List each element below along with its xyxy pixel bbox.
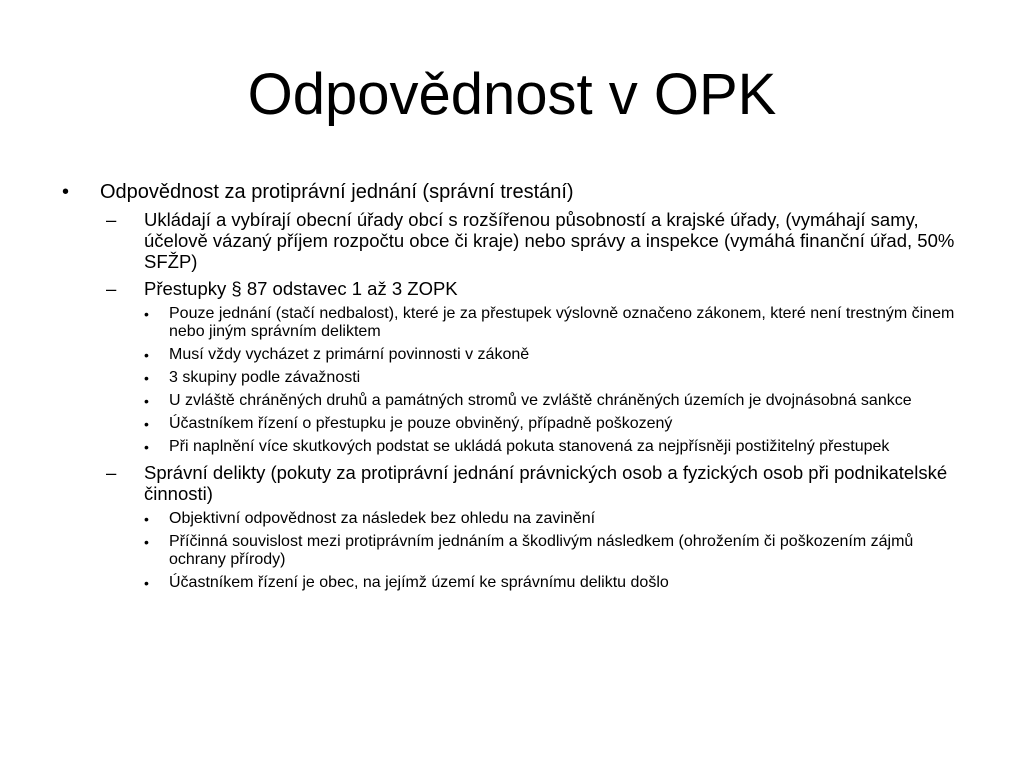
bullet-text: 3 skupiny podle závažnosti [169, 369, 361, 386]
bullet-level1 [60, 180, 970, 204]
bullet-dash-icon: – [106, 462, 117, 483]
bullet-level3 [144, 438, 970, 456]
bullet-dot-icon: • [62, 181, 70, 203]
bullet-level3 [144, 369, 970, 387]
bullet-text: Pouze jednání (stačí nedbalost), které je za přestupek výslovně označeno zákonem, které není trestným činem nebo jiným správním deliktem [169, 305, 955, 340]
bullet-level2 [106, 209, 970, 272]
bullet-text: Účastníkem řízení o přestupku je pouze obviněný, případně poškozený [169, 415, 673, 432]
bullet-dot-icon: • [144, 511, 149, 527]
bullet-level3 [144, 305, 970, 341]
bullet-level2 [106, 278, 970, 299]
bullet-dot-icon: • [144, 439, 149, 455]
bullet-level2 [106, 462, 970, 504]
bullet-dot-icon: • [144, 306, 149, 322]
bullet-text: Musí vždy vycházet z primární povinnosti v zákoně [169, 346, 530, 363]
bullet-text: Správní delikty (pokuty za protiprávní jednání právnických osob a fyzických osob při podnikatelské činnosti) [144, 462, 948, 504]
bullet-text: Účastníkem řízení je obec, na jejímž území ke správnímu deliktu došlo [169, 574, 669, 591]
bullet-dot-icon: • [144, 575, 149, 591]
bullet-text: Ukládají a vybírají obecní úřady obcí s rozšířenou působností a krajské úřady, (vymáhají samy, účelově vázaný příjem rozpočtu obce či kraje) nebo správy a inspekce (vymáhá finanční úřad, 50% SFŽP) [144, 209, 955, 272]
bullet-dot-icon: • [144, 393, 149, 409]
bullet-dash-icon: – [106, 278, 117, 299]
bullet-dot-icon: • [144, 534, 149, 550]
bullet-level3 [144, 574, 970, 592]
bullet-level3 [144, 510, 970, 528]
slide-title: Odpovědnost v OPK [247, 62, 777, 127]
bullet-level3 [144, 392, 970, 410]
bullet-text: Při naplnění více skutkových podstat se ukládá pokuta stanovená za nejpřísněji postižitelný přestupek [169, 438, 890, 455]
bullet-dash-icon: – [106, 209, 117, 230]
bullet-dot-icon: • [144, 370, 149, 386]
bullet-dot-icon: • [144, 347, 149, 363]
bullet-text: Odpovědnost za protiprávní jednání (správní trestání) [100, 181, 574, 203]
bullet-level3 [144, 533, 970, 569]
bullet-text: Přestupky § 87 odstavec 1 až 3 ZOPK [144, 278, 458, 299]
bullet-text: U zvláště chráněných druhů a památných stromů ve zvláště chráněných územích je dvojnásobná sankce [169, 392, 912, 409]
bullet-level3 [144, 415, 970, 433]
bullet-text: Příčinná souvislost mezi protiprávním jednáním a škodlivým následkem (ohrožením či poškozením zájmů ochrany přírody) [169, 533, 914, 568]
bullet-dot-icon: • [144, 416, 149, 432]
bullet-text: Objektivní odpovědnost za následek bez ohledu na zavinění [169, 510, 596, 527]
slide-content [60, 180, 970, 592]
bullet-level3 [144, 346, 970, 364]
